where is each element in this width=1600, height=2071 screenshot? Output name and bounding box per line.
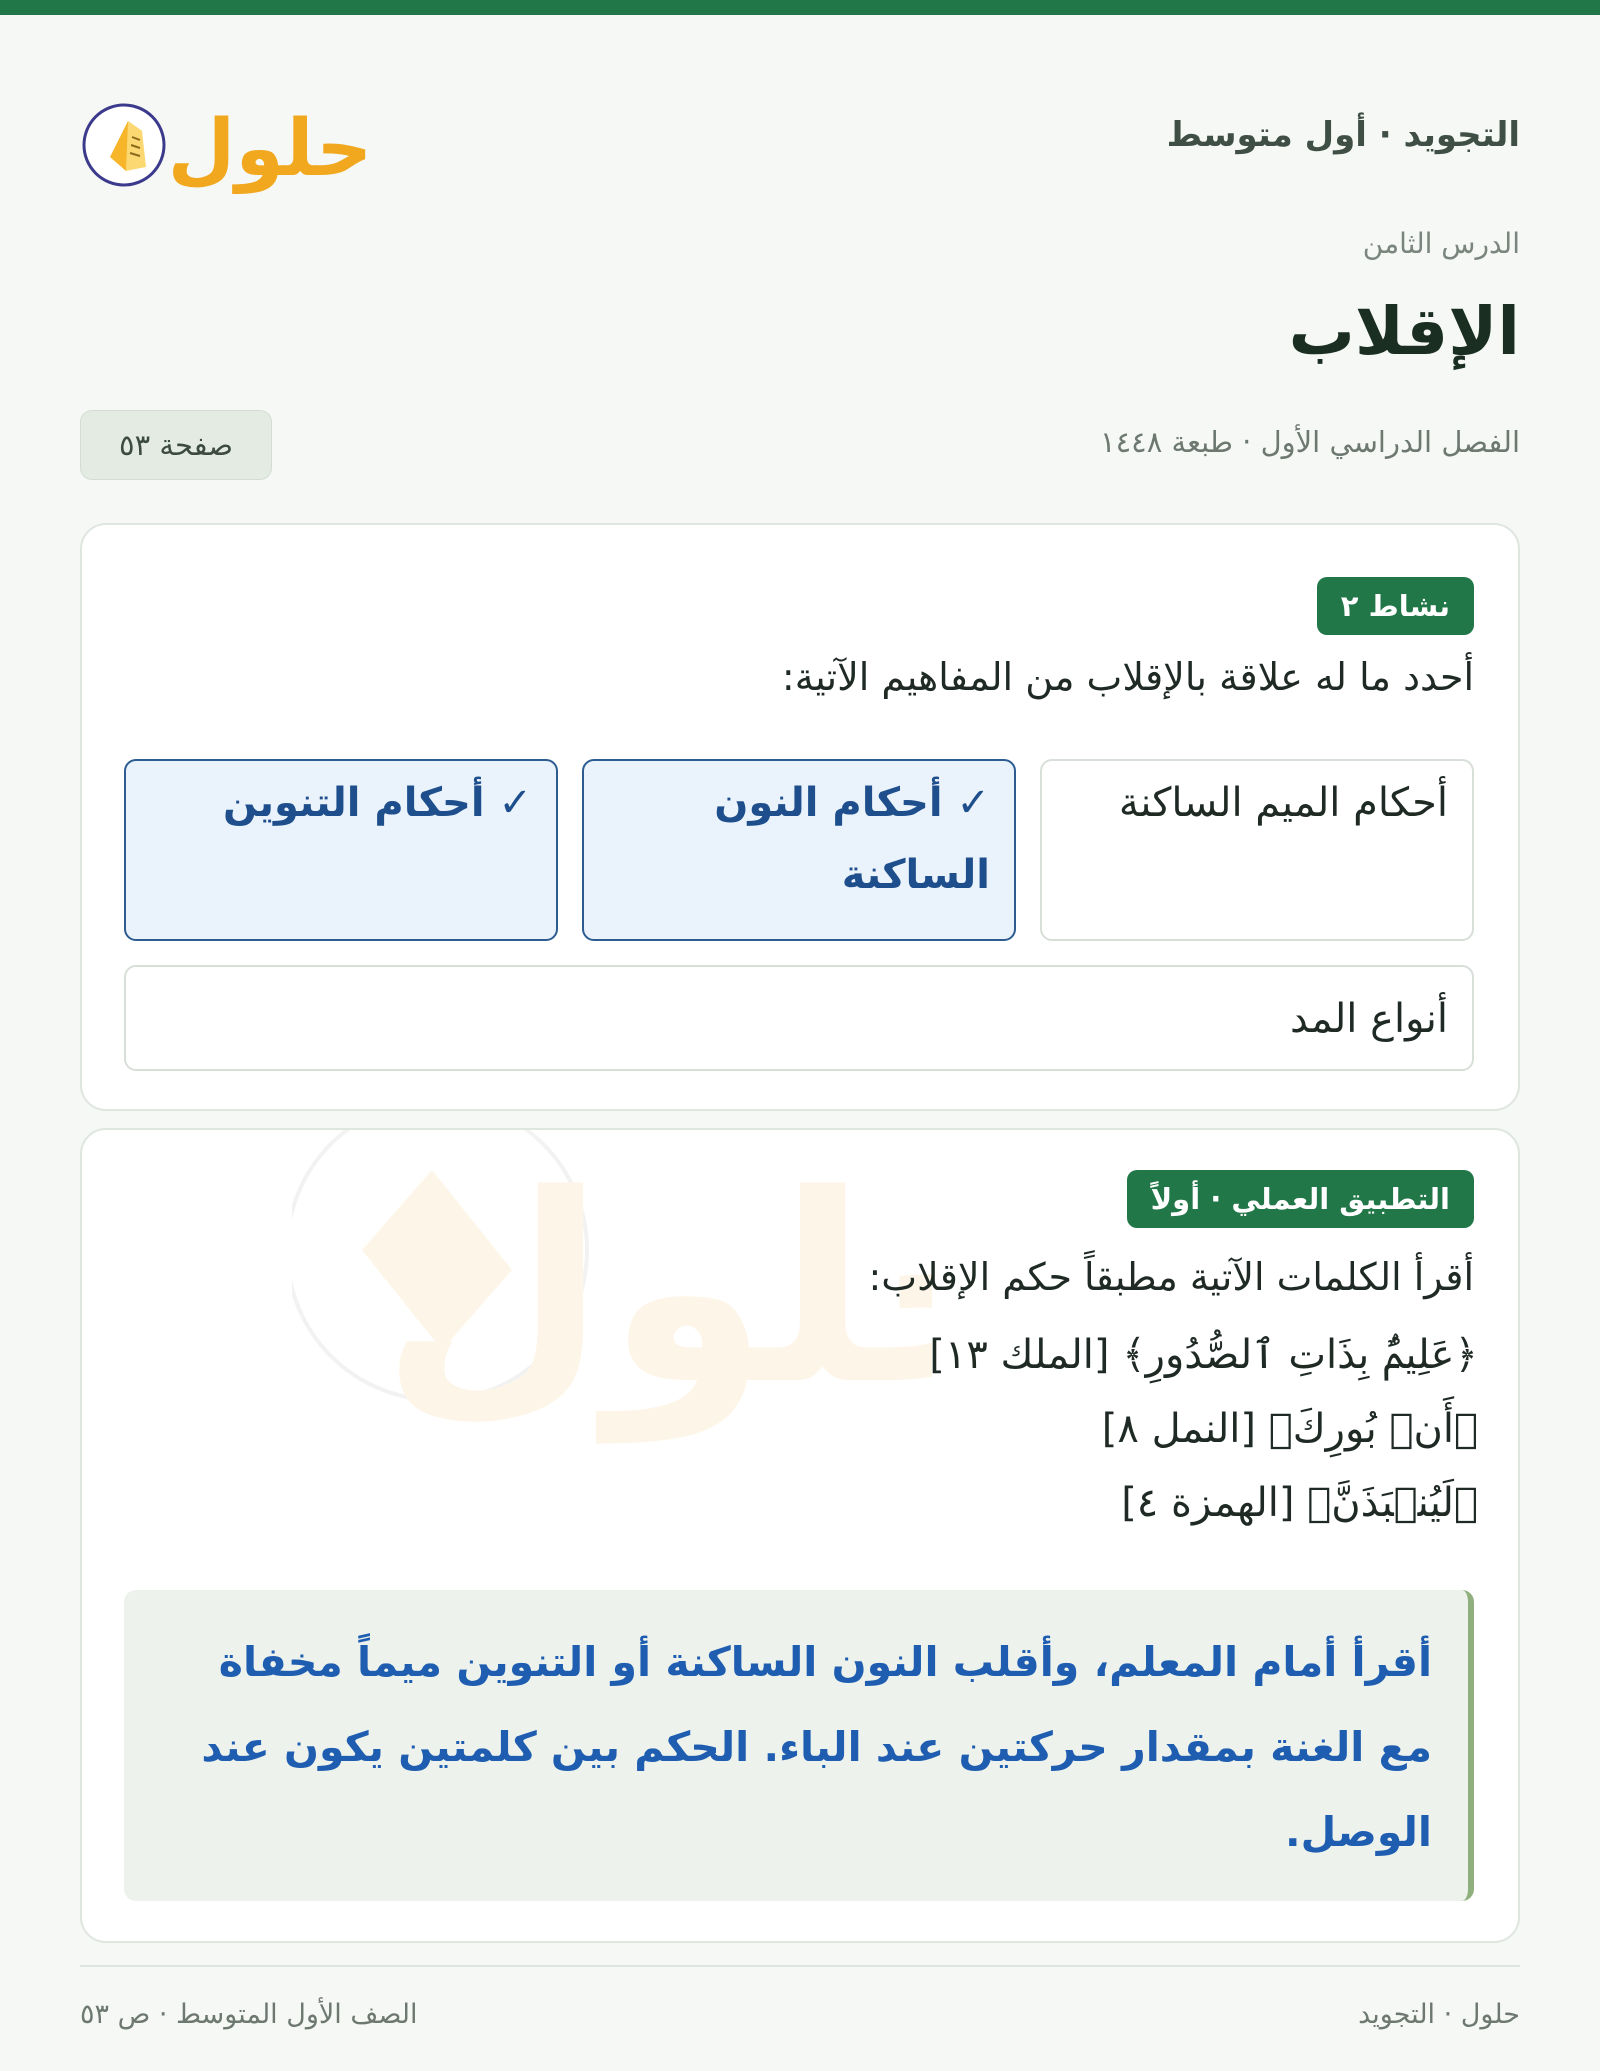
verse-item: ﴿عَلِيمٌۢ بِذَاتِ ٱلصُّدُورِ﴾ [الملك ١٣] — [929, 1332, 1478, 1378]
footer-site: حلول · التجويد — [1358, 1999, 1520, 2030]
subject-title: التجويد · أول متوسط — [1166, 115, 1520, 155]
page-title: الإقلاب — [1288, 293, 1520, 370]
practice-badge: التطبيق العملي · أولاً — [1127, 1170, 1474, 1228]
page — [80, 15, 1520, 2071]
watermark-logo-icon — [292, 1130, 932, 1650]
option-madd-types[interactable]: أنواع المد — [124, 965, 1474, 1071]
header — [80, 75, 1520, 205]
site-logo[interactable] — [80, 75, 380, 205]
svg-text:حلول: لول — [380, 1140, 876, 1442]
option-noon-sakinah[interactable]: ✓ أحكام النون الساكنة — [582, 759, 1016, 941]
top-accent-bar — [0, 0, 1600, 15]
logo-icon — [80, 75, 380, 205]
practice-instruction: أقرأ الكلمات الآتية مطبقاً حكم الإقلاب: — [868, 1255, 1474, 1299]
verse-item: ﴿لَيُنۢبَذَنَّ﴾ [الهمزة ٤] — [1121, 1480, 1478, 1526]
activity-badge: نشاط ٢ — [1317, 577, 1474, 635]
answer-note: أقرأ أمام المعلم، وأقلب النون الساكنة أو التنوين ميماً مخفاة مع الغنة بمقدار حركتين عند الباء. الحكم بين كلمتين يكون عند الوصل. — [124, 1590, 1474, 1901]
edition-info: الفصل الدراسي الأول · طبعة ١٤٤٨ — [1100, 425, 1520, 459]
option-tanween[interactable]: ✓ أحكام التنوين — [124, 759, 558, 941]
activity-card — [80, 523, 1520, 1111]
page-number-badge: صفحة ٥٣ — [80, 410, 272, 480]
svg-text:حلول: حلول — [167, 104, 373, 194]
lesson-number: الدرس الثامن — [1362, 227, 1520, 260]
verse-item: ﴿أَنۢ بُورِكَ﴾ [النمل ٨] — [1101, 1406, 1478, 1452]
footer-grade: الصف الأول المتوسط · ص ٥٣ — [80, 1999, 418, 2030]
practice-card — [80, 1128, 1520, 1943]
activity-question: أحدد ما له علاقة بالإقلاب من المفاهيم الآتية: — [781, 655, 1474, 699]
option-meem-sakinah[interactable]: أحكام الميم الساكنة — [1040, 759, 1474, 941]
footer-divider — [80, 1965, 1520, 1967]
